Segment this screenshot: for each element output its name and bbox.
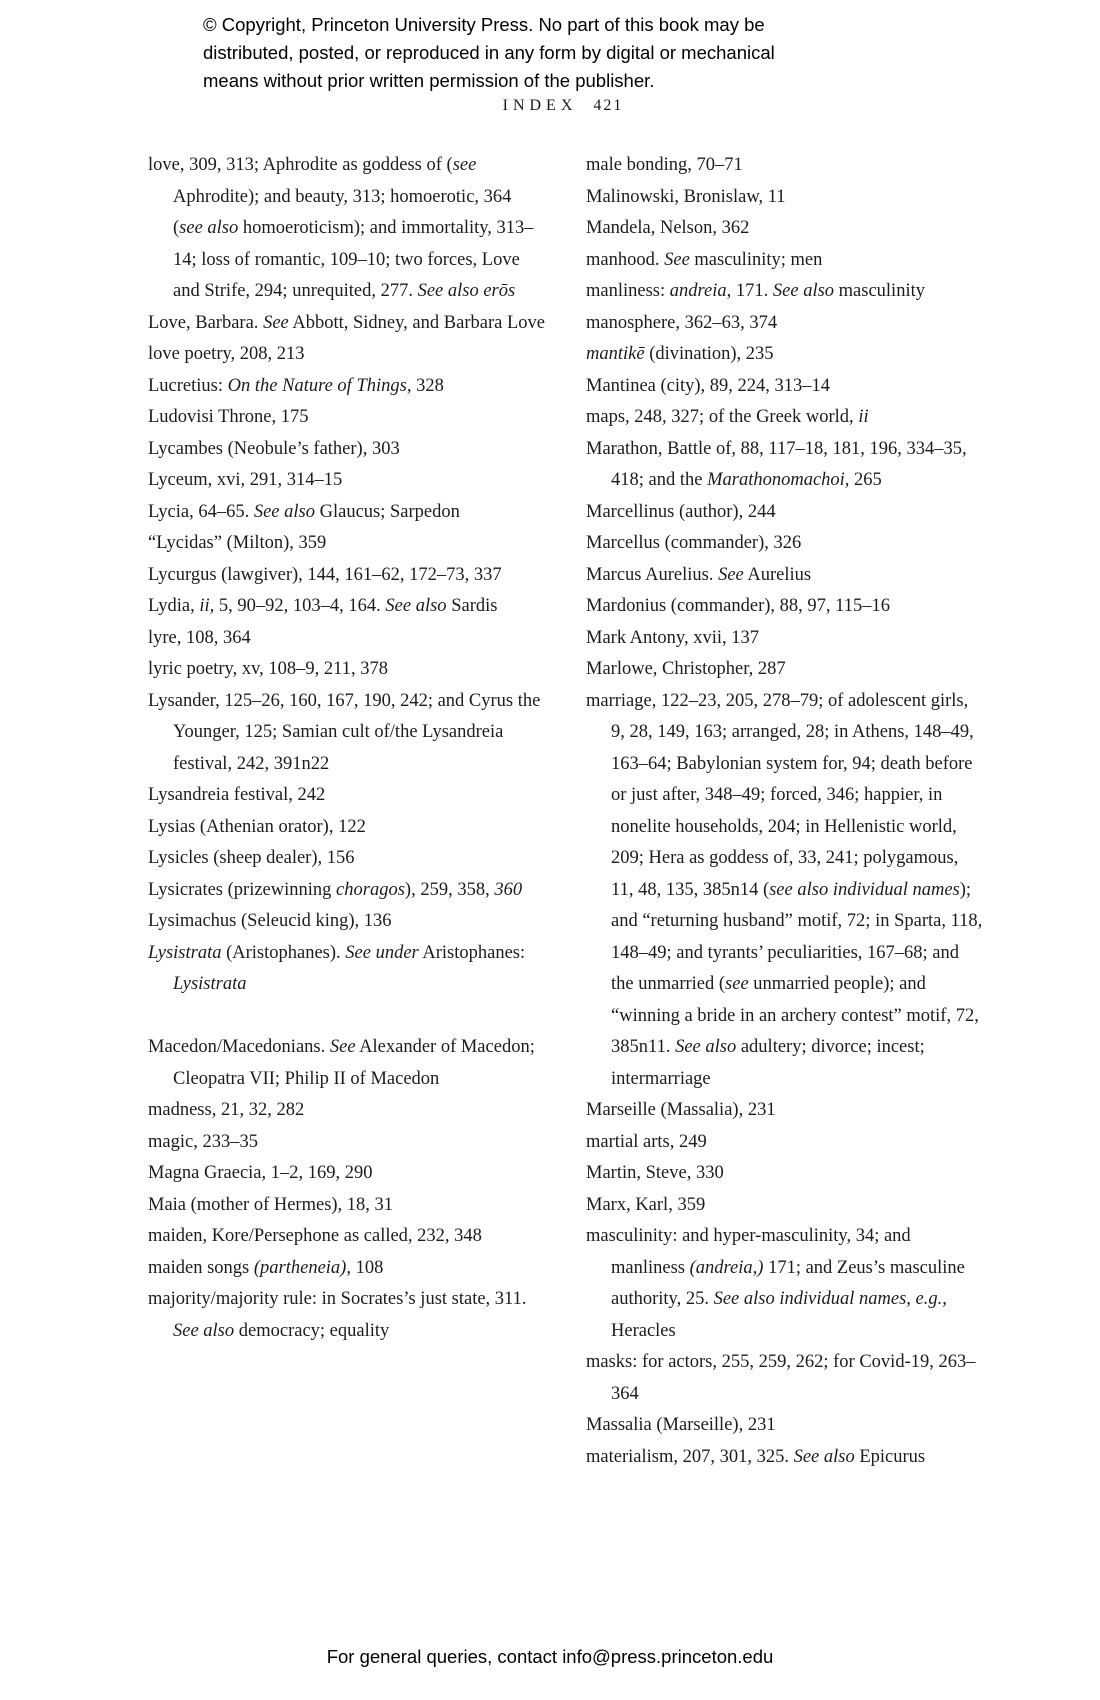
index-entry-text: materialism, 207, 301, 325. bbox=[586, 1446, 794, 1467]
index-entry-text: love, 309, 313; Aphrodite as goddess of ( bbox=[148, 155, 453, 175]
index-entry-text: Lycurgus (lawgiver), 144, 161–62, 172–73, 337 bbox=[148, 564, 502, 585]
index-entry-text: Lysimachus (Seleucid king), 136 bbox=[148, 911, 392, 931]
index-entry-text: love poetry, 208, 213 bbox=[148, 344, 305, 364]
index-entry bbox=[148, 1190, 545, 1222]
index-entry-text: 328 bbox=[411, 375, 444, 396]
index-entry bbox=[148, 686, 545, 781]
index-entry-text: ), 259, 358, bbox=[404, 879, 495, 900]
index-entry bbox=[148, 591, 545, 623]
index-entry bbox=[586, 371, 985, 403]
index-entry bbox=[586, 182, 985, 214]
index-entry-text: masculinity bbox=[834, 281, 925, 301]
index-entry bbox=[586, 434, 985, 497]
index-entry-text: maps, 248, 327; of the Greek world, bbox=[586, 407, 859, 427]
index-entry bbox=[148, 1032, 545, 1095]
index-entry-text: (divination), 235 bbox=[644, 344, 774, 364]
copyright-notice bbox=[203, 11, 775, 95]
index-entry-text: “Lycidas” (Milton), 359 bbox=[148, 533, 327, 553]
index-entry-text: democracy; equality bbox=[234, 1320, 390, 1341]
index-entry-italic-text: See under bbox=[345, 942, 419, 963]
index-entry bbox=[586, 1347, 985, 1410]
index-entry-text: Marcellus (commander), 326 bbox=[586, 533, 802, 553]
index-entry bbox=[148, 1221, 545, 1253]
index-entry bbox=[148, 150, 545, 308]
index-entry bbox=[586, 245, 985, 277]
index-entry-italic-text: See also bbox=[253, 501, 315, 522]
index-entry-text: 171. bbox=[731, 281, 773, 301]
index-entry bbox=[586, 560, 985, 592]
index-entry-text: manhood. bbox=[586, 249, 665, 270]
index-entry-text: Heracles bbox=[611, 1320, 676, 1341]
index-entry-text: Lysicrates (prizewinning bbox=[148, 879, 337, 900]
index-entry-text: homoeroticism); and immortality, 313–14; loss of romantic, 109–10; two forces, Love and Strife, 294; unrequited, 277. bbox=[173, 218, 534, 301]
index-entry bbox=[148, 1127, 545, 1159]
index-entry-italic-text: See bbox=[718, 564, 744, 585]
index-entry-text: Glaucus; Sarpedon bbox=[314, 501, 460, 522]
index-entry-text: Sardis bbox=[446, 596, 498, 616]
index-entry-text: Alexander of Macedon; Cleopatra VII; Philip II of Macedon bbox=[173, 1037, 535, 1089]
index-entry-text: lyre, 108, 364 bbox=[148, 627, 251, 648]
index-entry-text: Lysandreia festival, 242 bbox=[148, 785, 326, 805]
index-entry bbox=[586, 1221, 985, 1347]
index-entry-text: lyric poetry, xv, 108–9, 211, 378 bbox=[148, 659, 388, 679]
index-entry bbox=[148, 402, 545, 434]
index-entry-text: Love, Barbara. bbox=[148, 312, 264, 333]
index-entry-text: Massalia (Marseille), 231 bbox=[586, 1415, 776, 1435]
index-entry-italic-text: See bbox=[263, 312, 289, 333]
index-entry-text: masks: for actors, 255, 259, 262; for Covid-19, 263–364 bbox=[586, 1352, 976, 1404]
index-entry-italic-text: (partheneia), bbox=[253, 1257, 351, 1278]
index-entry-italic-text: ii, bbox=[199, 596, 215, 616]
index-entry bbox=[148, 938, 545, 1001]
index-entry-italic-text: Marathonomachoi, bbox=[707, 470, 850, 490]
index-entry bbox=[148, 1284, 545, 1347]
index-entry-text: unmarried people); and “winning a bride in an archery contest” motif, 72, 385n11. bbox=[611, 974, 979, 1057]
index-entry-text: maiden songs bbox=[148, 1257, 254, 1278]
index-entry bbox=[148, 1095, 545, 1127]
index-entry bbox=[586, 339, 985, 371]
index-entry-text: magic, 233–35 bbox=[148, 1131, 258, 1152]
index-entry-text: Lycambes (Neobule’s father), 303 bbox=[148, 438, 400, 459]
index-entry-text: Mantinea (city), 89, 224, 313–14 bbox=[586, 375, 831, 396]
index-entry-text: Abbott, Sidney, and Barbara Love bbox=[288, 312, 545, 333]
index-entry bbox=[148, 371, 545, 403]
running-head bbox=[148, 97, 978, 115]
index-entry-text: 171; and Zeus’s masculine authority, 25. bbox=[611, 1257, 965, 1309]
index-entry-italic-text: ii bbox=[858, 407, 869, 427]
index-entry-text: Lydia, bbox=[148, 596, 200, 616]
index-entry bbox=[586, 150, 985, 182]
index-entry bbox=[148, 623, 545, 655]
index-entry bbox=[586, 654, 985, 686]
index-entry-text: majority/majority rule: in Socrates’s just state, 311. bbox=[148, 1289, 527, 1309]
index-entry-text: Marx, Karl, 359 bbox=[586, 1194, 706, 1215]
index-entry bbox=[148, 497, 545, 529]
index-entry bbox=[586, 276, 985, 308]
index-entry-text: manliness: bbox=[586, 281, 670, 301]
index-entry-text: 5, 90–92, 103–4, 164. bbox=[214, 596, 386, 616]
index-entry-italic-text: andreia, bbox=[669, 281, 732, 301]
index-entry bbox=[586, 686, 985, 1096]
index-entry-text: Maia (mother of Hermes), 18, 31 bbox=[148, 1194, 394, 1215]
index-column-left bbox=[148, 150, 545, 1347]
copyright-line: © Copyright, Princeton University Press. No part of this book may be bbox=[203, 14, 765, 35]
index-entry bbox=[586, 1158, 985, 1190]
index-entry-italic-text: See also bbox=[173, 1320, 235, 1341]
index-entry bbox=[148, 812, 545, 844]
index-entry-italic-text: On the Nature of Things, bbox=[227, 375, 412, 396]
index-entry-italic-text: mantikē bbox=[586, 344, 645, 364]
index-entry bbox=[586, 497, 985, 529]
index-entry-text: Lyceum, xvi, 291, 314–15 bbox=[148, 470, 343, 490]
index-entry-text: (Aristophanes). bbox=[221, 942, 346, 963]
index-entry bbox=[586, 623, 985, 655]
copyright-line: means without prior written permission of the publisher. bbox=[203, 70, 655, 91]
index-entry-text: Epicurus bbox=[854, 1446, 926, 1467]
index-entry bbox=[148, 434, 545, 466]
index-entry bbox=[148, 1158, 545, 1190]
index-entry-italic-text: Lysistrata bbox=[148, 942, 222, 963]
index-entry bbox=[148, 308, 545, 340]
index-entry-text: Lysias (Athenian orator), 122 bbox=[148, 816, 366, 837]
index-entry-text: masculinity: and hyper-masculinity, 34; and manliness bbox=[586, 1226, 911, 1278]
index-entry-italic-text: (andreia,) bbox=[689, 1257, 764, 1278]
index-entry-text: Marcus Aurelius. bbox=[586, 564, 719, 585]
index-entry-text: Marlowe, Christopher, 287 bbox=[586, 659, 786, 679]
index-entry-text: Lysicles (sheep dealer), 156 bbox=[148, 848, 355, 868]
index-entry bbox=[148, 1253, 545, 1285]
index-entry bbox=[148, 875, 545, 907]
index-entry-text: Martin, Steve, 330 bbox=[586, 1163, 724, 1183]
index-entry-italic-text: choragos bbox=[336, 879, 405, 900]
index-entry-italic-text: See also bbox=[793, 1446, 855, 1467]
index-entry bbox=[148, 465, 545, 497]
index-entry bbox=[586, 591, 985, 623]
index-entry-text: Magna Graecia, 1–2, 169, 290 bbox=[148, 1163, 373, 1183]
index-entry-text: Aurelius bbox=[743, 564, 812, 585]
index-entry-text: Aristophanes: bbox=[418, 942, 526, 963]
index-entry bbox=[586, 213, 985, 245]
index-entry-italic-text: Lysistrata bbox=[173, 974, 247, 994]
index-entry-italic-text: See bbox=[664, 249, 690, 270]
index-entry-text: Aphrodite); and beauty, 313; homoerotic, 364 ( bbox=[173, 186, 512, 238]
index-entry-italic-text: See also individual names, e.g., bbox=[713, 1289, 947, 1309]
index-entry-italic-text: 360 bbox=[494, 879, 523, 900]
index-entry-text: Marseille (Massalia), 231 bbox=[586, 1100, 776, 1120]
index-entry-italic-text: See also erōs bbox=[417, 281, 516, 301]
index-entry-italic-text: See also bbox=[675, 1037, 737, 1057]
index-entry bbox=[586, 1410, 985, 1442]
index-entry bbox=[148, 843, 545, 875]
index-entry bbox=[586, 1190, 985, 1222]
index-entry-text: 108 bbox=[350, 1257, 384, 1278]
index-entry-text: maiden, Kore/Persephone as called, 232, 348 bbox=[148, 1226, 482, 1246]
index-entry-italic-text: See bbox=[329, 1037, 356, 1057]
index-entry-text: Mark Antony, xvii, 137 bbox=[586, 627, 760, 648]
index-entry-text: Mardonius (commander), 88, 97, 115–16 bbox=[586, 596, 890, 616]
index-entry-text: male bonding, 70–71 bbox=[586, 155, 743, 175]
index-entry-text: marriage, 122–23, 205, 278–79; of adolescent girls, 9, 28, 149, 163; arranged, 28; in Athens, 148–49, 163–64; Babylonian system for, 94; death before or just after, 348–49; forced, 346; happier, in nonelite households, 204; in Hellenistic world, 209; Hera as goddess of, 33, 241; polygamous, 11, 48, 135, 385n14 ( bbox=[586, 690, 974, 900]
index-entry-text: Lycia, 64–65. bbox=[148, 501, 254, 522]
index-entry bbox=[586, 1127, 985, 1159]
index-entry-text: madness, 21, 32, 282 bbox=[148, 1100, 305, 1120]
index-entry-text: manosphere, 362–63, 374 bbox=[586, 312, 778, 333]
copyright-line: distributed, posted, or reproduced in any form by digital or mechanical bbox=[203, 42, 775, 63]
index-entry-text: Marathon, Battle of, 88, 117–18, 181, 196, 334–35, 418; and the bbox=[586, 438, 967, 490]
index-entry-text: Macedon/Macedonians. bbox=[148, 1037, 330, 1057]
index-entry-text: Lucretius: bbox=[148, 375, 228, 396]
index-entry-italic-text: see bbox=[452, 155, 477, 175]
index-entry-italic-text: see also bbox=[179, 218, 239, 238]
index-entry-italic-text: see also individual names bbox=[769, 879, 960, 900]
index-entry-text: Mandela, Nelson, 362 bbox=[586, 218, 750, 238]
index-entry-text: Ludovisi Throne, 175 bbox=[148, 407, 309, 427]
index-entry bbox=[148, 560, 545, 592]
index-entry-italic-text: See also bbox=[772, 281, 835, 301]
index-column-right bbox=[586, 150, 985, 1473]
index-entry bbox=[148, 339, 545, 371]
index-entry bbox=[586, 528, 985, 560]
index-entry-text: 265 bbox=[849, 470, 882, 490]
index-entry bbox=[148, 654, 545, 686]
footer-contact-note: For general queries, contact info@press.princeton.edu bbox=[326, 1646, 774, 1667]
index-entry-text: Lysander, 125–26, 160, 167, 190, 242; and Cyrus the Younger, 125; Samian cult of/the Lysandreia festival, 242, 391n22 bbox=[148, 690, 541, 774]
index-entry bbox=[148, 780, 545, 812]
index-entry-italic-text: See also bbox=[385, 596, 447, 616]
index-entry-text: masculinity; men bbox=[689, 249, 823, 270]
index-entry bbox=[586, 402, 985, 434]
page-number: 421 bbox=[593, 97, 624, 114]
index-entry-text: martial arts, 249 bbox=[586, 1131, 707, 1152]
index-entry-text: Marcellinus (author), 244 bbox=[586, 501, 776, 522]
index-entry-text: adultery; divorce; incest; intermarriage bbox=[611, 1037, 925, 1089]
index-entry-italic-text: see bbox=[725, 974, 749, 994]
index-entry bbox=[148, 906, 545, 938]
index-entry-text: Malinowski, Bronislaw, 11 bbox=[586, 186, 786, 207]
section-title: INDEX bbox=[502, 97, 578, 114]
index-entry bbox=[586, 308, 985, 340]
index-entry bbox=[586, 1442, 985, 1474]
index-entry bbox=[586, 1095, 985, 1127]
index-entry bbox=[148, 528, 545, 560]
index-entry-text: ); and “returning husband” motif, 72; in Sparta, 118, 148–49; and tyrants’ peculiarities, 167–68; and the unmarried ( bbox=[611, 879, 983, 994]
